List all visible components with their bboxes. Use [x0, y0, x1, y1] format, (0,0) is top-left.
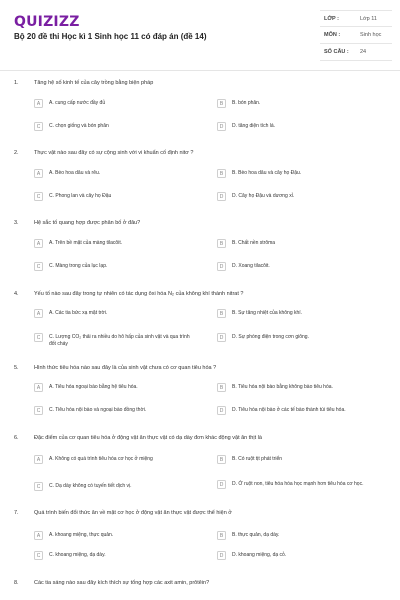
- option-text: A. Các tia bức xạ mặt trời.: [49, 310, 108, 316]
- option-letter-box: D: [217, 333, 226, 342]
- question-number: 3.: [14, 220, 19, 226]
- option-letter-box: B: [217, 99, 226, 108]
- header-divider: [0, 70, 400, 71]
- question-number: 6.: [14, 435, 19, 441]
- option-letter-box: A: [34, 383, 43, 392]
- option-text: B. thực quản, dạ dày.: [232, 532, 280, 538]
- option-letter-box: D: [217, 480, 226, 489]
- option-letter-box: C: [34, 192, 43, 201]
- option-text: D. Tiêu hóa nội bào ở các tế bào thành túi tiêu hóa.: [232, 407, 346, 413]
- document-title: Bộ 20 đề thi Học kì 1 Sinh học 11 có đáp án (đề 14): [14, 32, 207, 41]
- meta-row-subject: [320, 27, 392, 44]
- option-letter-box: C: [34, 482, 43, 491]
- meta-row-count: [320, 44, 392, 61]
- option-letter-box: A: [34, 455, 43, 464]
- option-letter-box: B: [217, 239, 226, 248]
- option-letter-box: A: [34, 239, 43, 248]
- question-text: Yếu tố nào sau đây trong tự nhiên có tác dụng ôxi hóa N₂ của không khí thành nitrat ?: [34, 291, 244, 297]
- question-number: 1.: [14, 80, 19, 86]
- option-letter-box: C: [34, 333, 43, 342]
- option-letter-box: A: [34, 309, 43, 318]
- option-text: C. khoang miệng, dạ dày.: [49, 552, 106, 558]
- question-text: Hình thức tiêu hóa nào sau đây là của sinh vật chưa có cơ quan tiêu hóa ?: [34, 365, 217, 371]
- option-letter-box: D: [217, 122, 226, 131]
- option-text: B. Sự tăng nhiệt của không khí.: [232, 310, 303, 316]
- option-text: D. Cây họ Đậu và dương xỉ.: [232, 193, 295, 199]
- option-text: B. bón phân.: [232, 100, 261, 106]
- option-letter-box: D: [217, 406, 226, 415]
- meta-key: LỚP :: [324, 16, 339, 22]
- option-letter-box: C: [34, 551, 43, 560]
- question-number: 4.: [14, 291, 19, 297]
- option-text: B. Có ruột tịt phát triển: [232, 456, 283, 462]
- option-text: C. Lượng CO₂ thải ra nhiều do hô hấp của sinh vật và qua trình đốt cháy: [49, 334, 190, 347]
- option-letter-box: C: [34, 262, 43, 271]
- meta-key: SỐ CÂU :: [324, 49, 349, 55]
- option-letter-box: B: [217, 531, 226, 540]
- option-letter-box: C: [34, 406, 43, 415]
- option-text: C. Phong lan và cây họ Đậu: [49, 193, 112, 199]
- option-letter-box: B: [217, 455, 226, 464]
- option-text: D. Ở ruột non, tiêu hóa hóa học mạnh hơn tiêu hóa cơ học.: [232, 481, 364, 487]
- header: [0, 0, 400, 68]
- option-text: B. Bèo hoa dâu và cây họ Đậu.: [232, 170, 302, 176]
- option-letter-box: D: [217, 551, 226, 560]
- option-text: A. Không có quá trình tiêu hóa cơ học ở miệng: [49, 456, 153, 462]
- option-text: A. khoang miệng, thực quản.: [49, 532, 114, 538]
- option-text: C. Màng trong của lục lạp.: [49, 263, 108, 269]
- option-text: C. Tiêu hóa nội bào và ngoại bào đồng thời.: [49, 407, 147, 413]
- option-text: D. khoang miệng, dạ cỏ.: [232, 552, 287, 558]
- question-text: Tăng hệ số kinh tế của cây trồng bằng biện pháp: [34, 80, 154, 86]
- question-number: 2.: [14, 150, 19, 156]
- option-letter-box: B: [217, 309, 226, 318]
- option-text: B. Chất nền strôma: [232, 240, 276, 246]
- question-text: Hệ sắc tố quang hợp được phân bố ở đâu?: [34, 220, 141, 226]
- option-letter-box: C: [34, 122, 43, 131]
- option-text: D. Xoang tilacôit.: [232, 263, 270, 269]
- question-number: 5.: [14, 365, 19, 371]
- option-text: B. Tiêu hóa nội bào bằng không bào tiêu hóa.: [232, 384, 333, 390]
- option-text: A. Tiêu hóa ngoại bào bằng hệ tiêu hóa.: [49, 384, 138, 390]
- question-text: Quá trình biến đổi thức ăn về mặt cơ học ở động vật ăn thực vật được thể hiện ở: [34, 510, 232, 516]
- option-letter-box: B: [217, 383, 226, 392]
- option-letter-box: B: [217, 169, 226, 178]
- option-text: C. chọn giống và bón phân: [49, 123, 109, 129]
- question-text: Thực vật nào sau đây có sự cộng sinh với vi khuẩn cố định nitơ ?: [34, 150, 194, 156]
- option-letter-box: A: [34, 169, 43, 178]
- meta-value: Lớp 11: [360, 16, 377, 22]
- meta-key: MÔN :: [324, 32, 341, 38]
- option-text: A. cung cấp nước đầy đủ: [49, 100, 106, 106]
- quizizz-logo: QUIZIZZ: [14, 14, 80, 30]
- meta-value: 24: [360, 49, 367, 55]
- option-text: A. Trên bề mặt của màng tilacôit.: [49, 240, 123, 246]
- option-letter-box: D: [217, 262, 226, 271]
- question-text: Đặc điểm của cơ quan tiêu hóa ở động vật ăn thực vật có dạ dày đơn khác động vật ăn thịt là: [34, 435, 262, 441]
- option-text: D. Sự phóng điện trong cơn giông.: [232, 334, 309, 340]
- option-letter-box: A: [34, 99, 43, 108]
- option-text: A. Bèo hoa dâu và rêu.: [49, 170, 101, 176]
- meta-table: [320, 10, 392, 61]
- question-number: 8.: [14, 580, 19, 586]
- option-text: D. tăng diện tích lá.: [232, 123, 276, 129]
- meta-row-class: [320, 10, 392, 27]
- option-letter-box: A: [34, 531, 43, 540]
- option-text: C. Dạ dày không có tuyến tiết dịch vị.: [49, 483, 132, 489]
- option-letter-box: D: [217, 192, 226, 201]
- question-number: 7.: [14, 510, 19, 516]
- meta-value: Sinh học: [360, 32, 382, 38]
- question-text: Các tia sáng nào sau đây kích thích sự tổng hợp các axit amin, prôtêin?: [34, 580, 210, 586]
